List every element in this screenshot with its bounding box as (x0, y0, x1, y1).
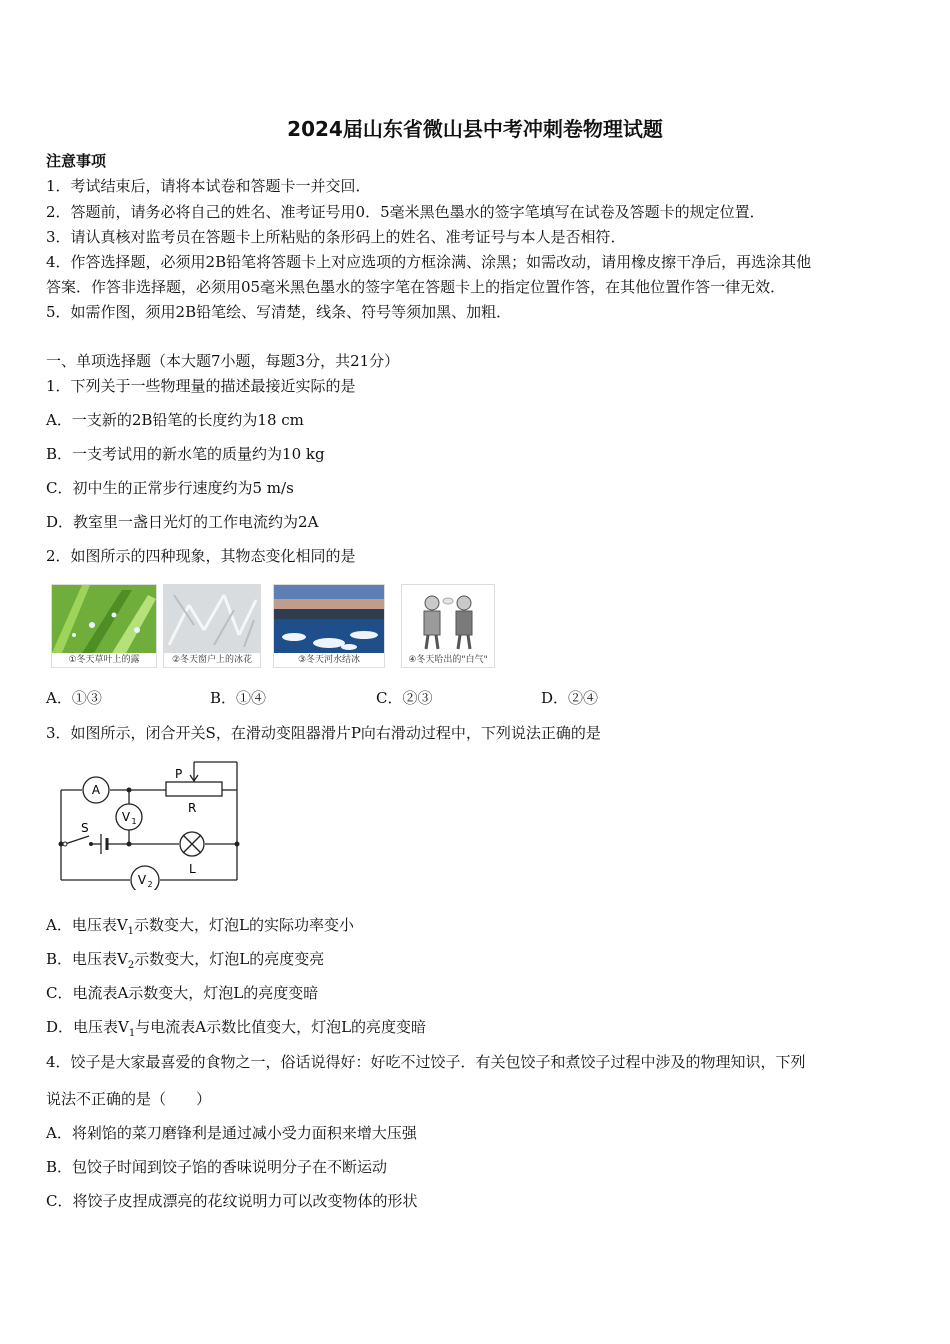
question-4-stem-cont: 说法不正确的是（ ） (46, 1090, 212, 1108)
window-frost-image (163, 584, 261, 668)
q4-option-b: B．包饺子时闻到饺子馅的香味说明分子在不断运动 (46, 1158, 388, 1176)
q1-option-b: B．一支考试用的新水笔的质量约为10 kg (46, 445, 325, 463)
notice-item: 5．如需作图，须用2B铅笔绘、写清楚，线条、符号等须加黑、加粗． (46, 303, 512, 321)
q4-option-c: C．将饺子皮捏成漂亮的花纹说明力可以改变物体的形状 (46, 1192, 418, 1210)
image-caption: ③冬天河水结冰 (274, 653, 384, 667)
q2-choice-c: C．②③ (376, 689, 433, 707)
section-heading: 一、单项选择题（本大题7小题，每题3分，共21分） (46, 352, 400, 370)
q1-option-d: D．教室里一盏日光灯的工作电流约为2A (46, 513, 319, 531)
image-caption: ④冬天哈出的"白气" (402, 653, 494, 667)
voltmeter-1-label: V (121, 810, 131, 824)
question-2-stem: 2．如图所示的四种现象，其物态变化相同的是 (46, 547, 356, 565)
q1-option-a: A．一支新的2B铅笔的长度约为18 cm (46, 411, 304, 429)
winter-breath-image (401, 584, 495, 668)
q3-option-b: B．电压表$V_2$示数变大，灯泡L的亮度变亮 (46, 950, 325, 971)
q2-choice-b: B．①④ (210, 689, 267, 707)
dew-on-grass-image (51, 584, 157, 668)
notice-item: 1．考试结束后，请将本试卷和答题卡一并交回． (46, 177, 371, 195)
voltmeter-1-subscript: 1 (131, 817, 137, 826)
q1-option-c: C．初中生的正常步行速度约为5 m/s (46, 479, 294, 497)
question-3-stem: 3．如图所示，闭合开关S，在滑动变阻器滑片P向右滑动过程中，下列说法正确的是 (46, 724, 601, 742)
q3-option-c: C．电流表A示数变大，灯泡L的亮度变暗 (46, 984, 319, 1002)
page-title: 2024届山东省微山县中考冲刺卷物理试题 (287, 117, 663, 141)
notice-item: 2．答题前，请务必将自己的姓名、准考证号用0．5毫米黑色墨水的签字笔填写在试卷及答题卡的规定位置． (46, 203, 765, 221)
q3-option-a: A．电压表$V_1$示数变大，灯泡L的实际功率变小 (46, 916, 355, 937)
q2-choice-d: D．②④ (541, 689, 599, 707)
voltmeter-2-label: V (137, 873, 147, 887)
question-4-stem: 4．饺子是大家最喜爱的食物之一，俗话说得好：好吃不过饺子．有关包饺子和煮饺子过程中涉及的物理知识，下列 (46, 1053, 806, 1071)
image-caption: ②冬天窗户上的冰花 (164, 653, 260, 667)
frozen-river-image (273, 584, 385, 668)
slider-label: P (175, 767, 183, 781)
voltmeter-2-subscript: 2 (147, 880, 153, 889)
image-caption: ①冬天草叶上的露 (52, 653, 156, 667)
notice-item: 3．请认真核对监考员在答题卡上所粘贴的条形码上的姓名、准考证号与本人是否相符． (46, 228, 626, 246)
notice-heading: 注意事项 (46, 152, 107, 170)
notice-item: 4．作答选择题，必须用2B铅笔将答题卡上对应选项的方框涂满、涂黑；如需改动，请用橡皮擦干净后，再选涂其他 (46, 253, 812, 271)
notice-item: 答案．作答非选择题，必须用05毫米黑色墨水的签字笔在答题卡上的指定位置作答，在其他位置作答一律无效． (46, 278, 786, 296)
lamp-label: L (189, 862, 196, 876)
circuit-diagram (55, 760, 245, 890)
ammeter-label: A (91, 783, 101, 797)
question-1-stem: 1．下列关于一些物理量的描述最接近实际的是 (46, 377, 356, 395)
switch-label: S (81, 821, 89, 835)
resistor-label: R (188, 801, 197, 815)
q2-choice-a: A．①③ (46, 689, 102, 707)
q3-option-d: D．电压表$V_1$与电流表A示数比值变大，灯泡L的亮度变暗 (46, 1018, 427, 1039)
q4-option-a: A．将剁馅的菜刀磨锋利是通过减小受力面积来增大压强 (46, 1124, 417, 1142)
